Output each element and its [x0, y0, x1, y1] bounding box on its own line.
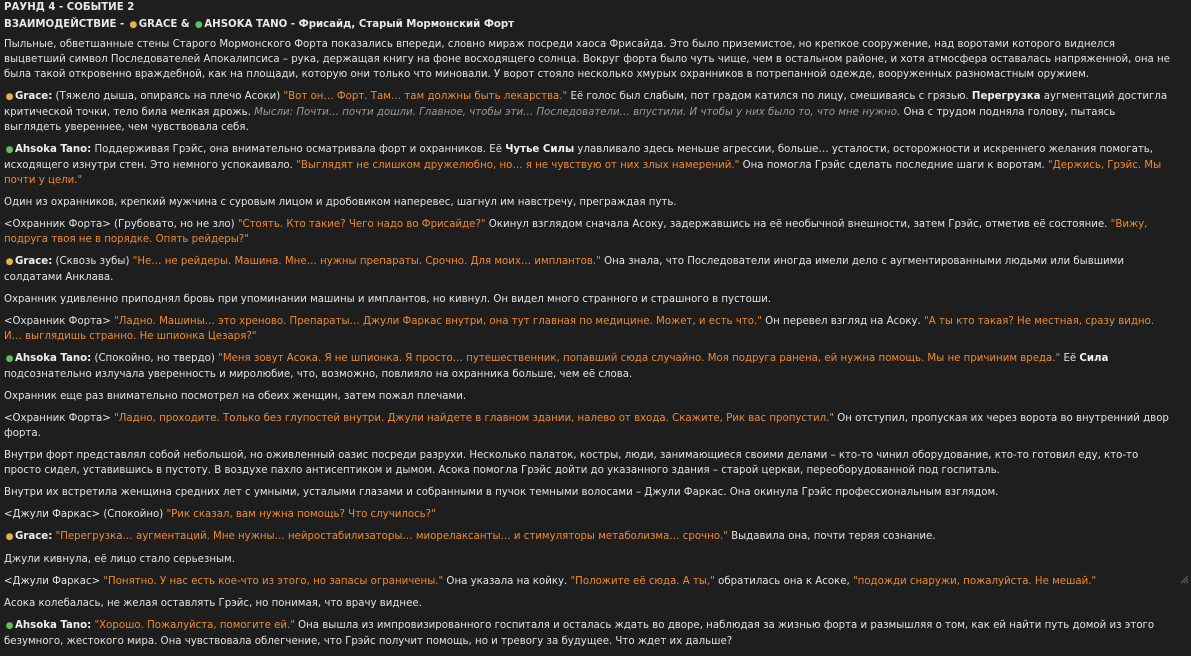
- speaker-name: Ahsoka Tano:: [15, 353, 92, 364]
- narration: Окинул взглядом сначала Асоку, задержавшись на её необычной внешности, затем Грэйс, отметив её состояние.: [485, 219, 1111, 230]
- paragraph-guard-3: [4, 411, 1174, 441]
- action: (Грубовато, но не зло): [110, 219, 238, 230]
- dialogue-quote: "Рик сказал, вам нужна помощь? Что случилось?": [166, 509, 436, 520]
- speaker-name: <Охранник Форта>: [4, 413, 111, 424]
- dialogue-quote: "Ладно. Машины… это хреново. Препараты… Джули Фаркас внутри, она тут главная по медицине. Может, и есть что.": [114, 316, 762, 327]
- paragraph-grace-2: [4, 254, 1174, 285]
- paragraph-grace-1: [4, 89, 1174, 135]
- paragraph-narration: Джули кивнула, её лицо стало серьезным.: [4, 554, 235, 565]
- dialogue-quote: "Положите её сюда. А ты,": [570, 576, 715, 587]
- paragraph-ahsoka-1: [4, 142, 1174, 188]
- paragraph-guard-2: [4, 314, 1174, 344]
- person-emoji-icon: ●: [5, 92, 14, 102]
- grace-name: GRACE: [138, 19, 178, 30]
- action: (Сквозь зубы): [52, 256, 133, 267]
- alien-emoji-icon: ●: [194, 20, 203, 30]
- ahsoka-name: AHSOKA TANO: [204, 19, 288, 30]
- narration: Её: [1060, 353, 1080, 364]
- narration: Она вышла из импровизированного госпиталя и осталась ждать во дворе, наблюдая за жизнью форта и размышляя о том, как ей найти путь домой из этого безумного, жестокого мира. Она чувствовала облегчение, что Грэйс получит помощь, но и тревогу за будущее. Что ждет их дальше?: [4, 620, 1155, 647]
- narration: Она помогла Грэйс сделать последние шаги к воротам.: [739, 160, 1049, 171]
- speaker-name: <Джули Фаркас>: [4, 576, 101, 587]
- dialogue-quote: "Не… не рейдеры. Машина. Мне… нужны препараты. Срочно. Для моих… имплантов.": [132, 256, 601, 267]
- speaker-name: Ahsoka Tano:: [15, 144, 92, 155]
- dialogue-quote: "Держись, Грэйс. Мы почти у цели.": [4, 160, 1162, 186]
- narration: Выдавила она, почти теряя сознание.: [727, 531, 936, 542]
- dialogue-quote: "А ты кто такая? Не местная, сразу видно. И… выглядишь странно. Не шпионка Цезаря?": [4, 316, 1155, 342]
- dialogue-quote: "подожди снаружи, пожалуйста. Не мешай.": [852, 576, 1097, 587]
- bold-term: Перегрузка: [971, 91, 1041, 102]
- person-emoji-icon: ●: [129, 20, 138, 30]
- dialogue-quote: "Ладно, проходите. Только без глупостей внутри. Джули найдете в главном здании, налево от входа. Скажите, Рик вас пропустил.": [114, 413, 835, 424]
- narration: Она знала, что Последователи иногда имели дело с аугментированными людьми или бывшими солдатами Анклава.: [4, 256, 1124, 283]
- message-body: [4, 0, 1174, 656]
- narration: аугментаций достигла критической точки, тело била мелкая дрожь.: [4, 91, 1168, 118]
- paragraph-narration: Охранник еще раз внимательно посмотрел на обеих женщин, затем пожал плечами.: [4, 391, 467, 402]
- narration: обратилась она к Асоке,: [714, 576, 853, 587]
- dialogue-quote: "Перегрузка… аугментаций. Мне нужны… нейростабилизаторы… миорелаксанты… и стимуляторы метаболизма… срочно.": [55, 531, 728, 542]
- location: - Фрисайд, Старый Мормонский Форт: [287, 19, 515, 30]
- action: (Спокойно, но твердо): [91, 353, 219, 364]
- narration: подсознательно излучала уверенность и миролюбие, что, возможно, повлияло на охранника больше, чем её слова.: [4, 369, 633, 380]
- narration: Поддерживая Грэйс, она внимательно осматривала форт и охранников. Её: [91, 144, 506, 155]
- speaker-name: Ahsoka Tano:: [15, 620, 92, 631]
- paragraph-guard-1: [4, 217, 1174, 247]
- dialogue-quote: "Выглядят не слишком дружелюбно, но… я не чувствую от них злых намерений.": [296, 160, 740, 171]
- person-emoji-icon: ●: [5, 257, 14, 267]
- resize-handle-icon[interactable]: [1179, 574, 1189, 584]
- amp: &: [177, 19, 194, 30]
- action: (Тяжело дыша, опираясь на плечо Асоки): [52, 91, 284, 102]
- dialogue-quote: "Хорошо. Пожалуйста, помогите ей.": [94, 620, 295, 631]
- bold-term: Сила: [1079, 353, 1109, 364]
- dialogue-quote: "Вот он… Форт. Там… там должны быть лекарства.": [283, 91, 568, 102]
- person-emoji-icon: ●: [5, 532, 14, 542]
- interaction-title: [4, 17, 1174, 33]
- narration: улавливало здесь меньше агрессии, больше… усталости, осторожности и искреннего желания помогать, исходящего изнутри стен. Это немного успокаивало.: [4, 144, 1154, 171]
- speaker-name: <Охранник Форта>: [4, 316, 111, 327]
- paragraph-julie-1: [4, 507, 1174, 522]
- paragraph-grace-3: [4, 529, 1174, 545]
- paragraph-narration: Охранник удивленно приподнял бровь при упоминании машины и имплантов, но кивнул. Он видел много странного и страшного в пустоши.: [4, 294, 772, 305]
- paragraph-narration: Внутри их встретила женщина средних лет с умными, усталыми глазами и собранными в пучок темными волосами – Джули Фаркас. Она окинула Грэйс профессиональным взглядом.: [4, 487, 999, 498]
- alien-emoji-icon: ●: [5, 145, 14, 155]
- speaker-name: Grace:: [15, 91, 53, 102]
- speaker-name: <Джули Фаркас>: [4, 509, 101, 520]
- narration: Она указала на койку.: [443, 576, 571, 587]
- dialogue-quote: "Понятно. У нас есть кое-что из этого, но запасы ограничены.": [103, 576, 444, 587]
- interaction-prefix: ВЗАИМОДЕЙСТВИЕ -: [4, 19, 128, 30]
- narration: Он перевел взгляд на Асоку.: [761, 316, 925, 327]
- bold-term: Чутье Силы: [505, 144, 575, 155]
- paragraph-ahsoka-2: [4, 351, 1174, 382]
- dialogue-quote: "Стоять. Кто такие? Чего надо во Фрисайде?": [237, 219, 486, 230]
- paragraph-narration: Внутри форт представлял собой небольшой, но оживленный оазис посреди разрухи. Несколько палаток, костры, люди, занимающиеся своими делами – кто-то чинил оборудование, кто-то готовил еду, кто-то просто сидел, уставившись в пустоту. В воздухе пахло антисептиком и дымом. Асока помогла Грэйс дойти до указанного здания – старой церкви, переоборудованной под госпиталь.: [4, 450, 1139, 476]
- alien-emoji-icon: ●: [5, 621, 14, 631]
- narration: Он отступил, пропуская их через ворота во внутренний двор форта.: [4, 413, 1169, 439]
- action: (Спокойно): [100, 509, 167, 520]
- paragraph-narration: Асока колебалась, не желая оставлять Грэйс, но понимая, что врачу виднее.: [4, 598, 422, 609]
- narration: Она с трудом подняла голову, пытаясь выглядеть увереннее, чем чувствовала себя.: [4, 107, 1116, 133]
- dialogue-quote: "Вижу, подруга твоя не в порядке. Опять рейдеры?": [4, 219, 1148, 245]
- round-title: РАУНД 4 - СОБЫТИЕ 2: [4, 2, 135, 13]
- speaker-name: <Охранник Форта>: [4, 219, 111, 230]
- paragraph-ahsoka-3: [4, 618, 1174, 649]
- paragraph-narration: Пыльные, обветшанные стены Старого Мормонского Форта показались впереди, словно мираж посреди хаоса Фрисайда. Это было приземистое, но крепкое сооружение, над воротами которого виднелся выцветший символ Последователей Апокалипсиса – рука, держащая книгу на фоне восходящего солнца. Вокруг форта было чуть чище, чем в остальном районе, и хотя атмосфера оставалась напряженной, она не была такой откровенно враждебной, как на площади, которую они только что миновали. У ворот стояло несколько хмурых охранников в потрепанной одежде, вооруженных разномастным оружием.: [4, 39, 1170, 80]
- dialogue-quote: "Меня зовут Асока. Я не шпионка. Я просто… путешественник, попавший сюда случайно. Моя подруга ранена, ей нужна помощь. Мы не причиним вреда.": [218, 353, 1061, 364]
- alien-emoji-icon: ●: [5, 354, 14, 364]
- paragraph-julie-2: [4, 574, 1174, 589]
- thought-text: Мысли: Почти… почти дошли. Главное, чтобы эти… Последователи… впустили. И чтобы у них было то, что мне нужно.: [254, 107, 901, 118]
- speaker-name: Grace:: [15, 256, 53, 267]
- speaker-name: Grace:: [15, 531, 53, 542]
- paragraph-narration: Один из охранников, крепкий мужчина с суровым лицом и дробовиком наперевес, шагнул им навстречу, преграждая путь.: [4, 197, 677, 208]
- narration: Её голос был слабым, пот градом катился по лицу, смешиваясь с грязью.: [567, 91, 972, 102]
